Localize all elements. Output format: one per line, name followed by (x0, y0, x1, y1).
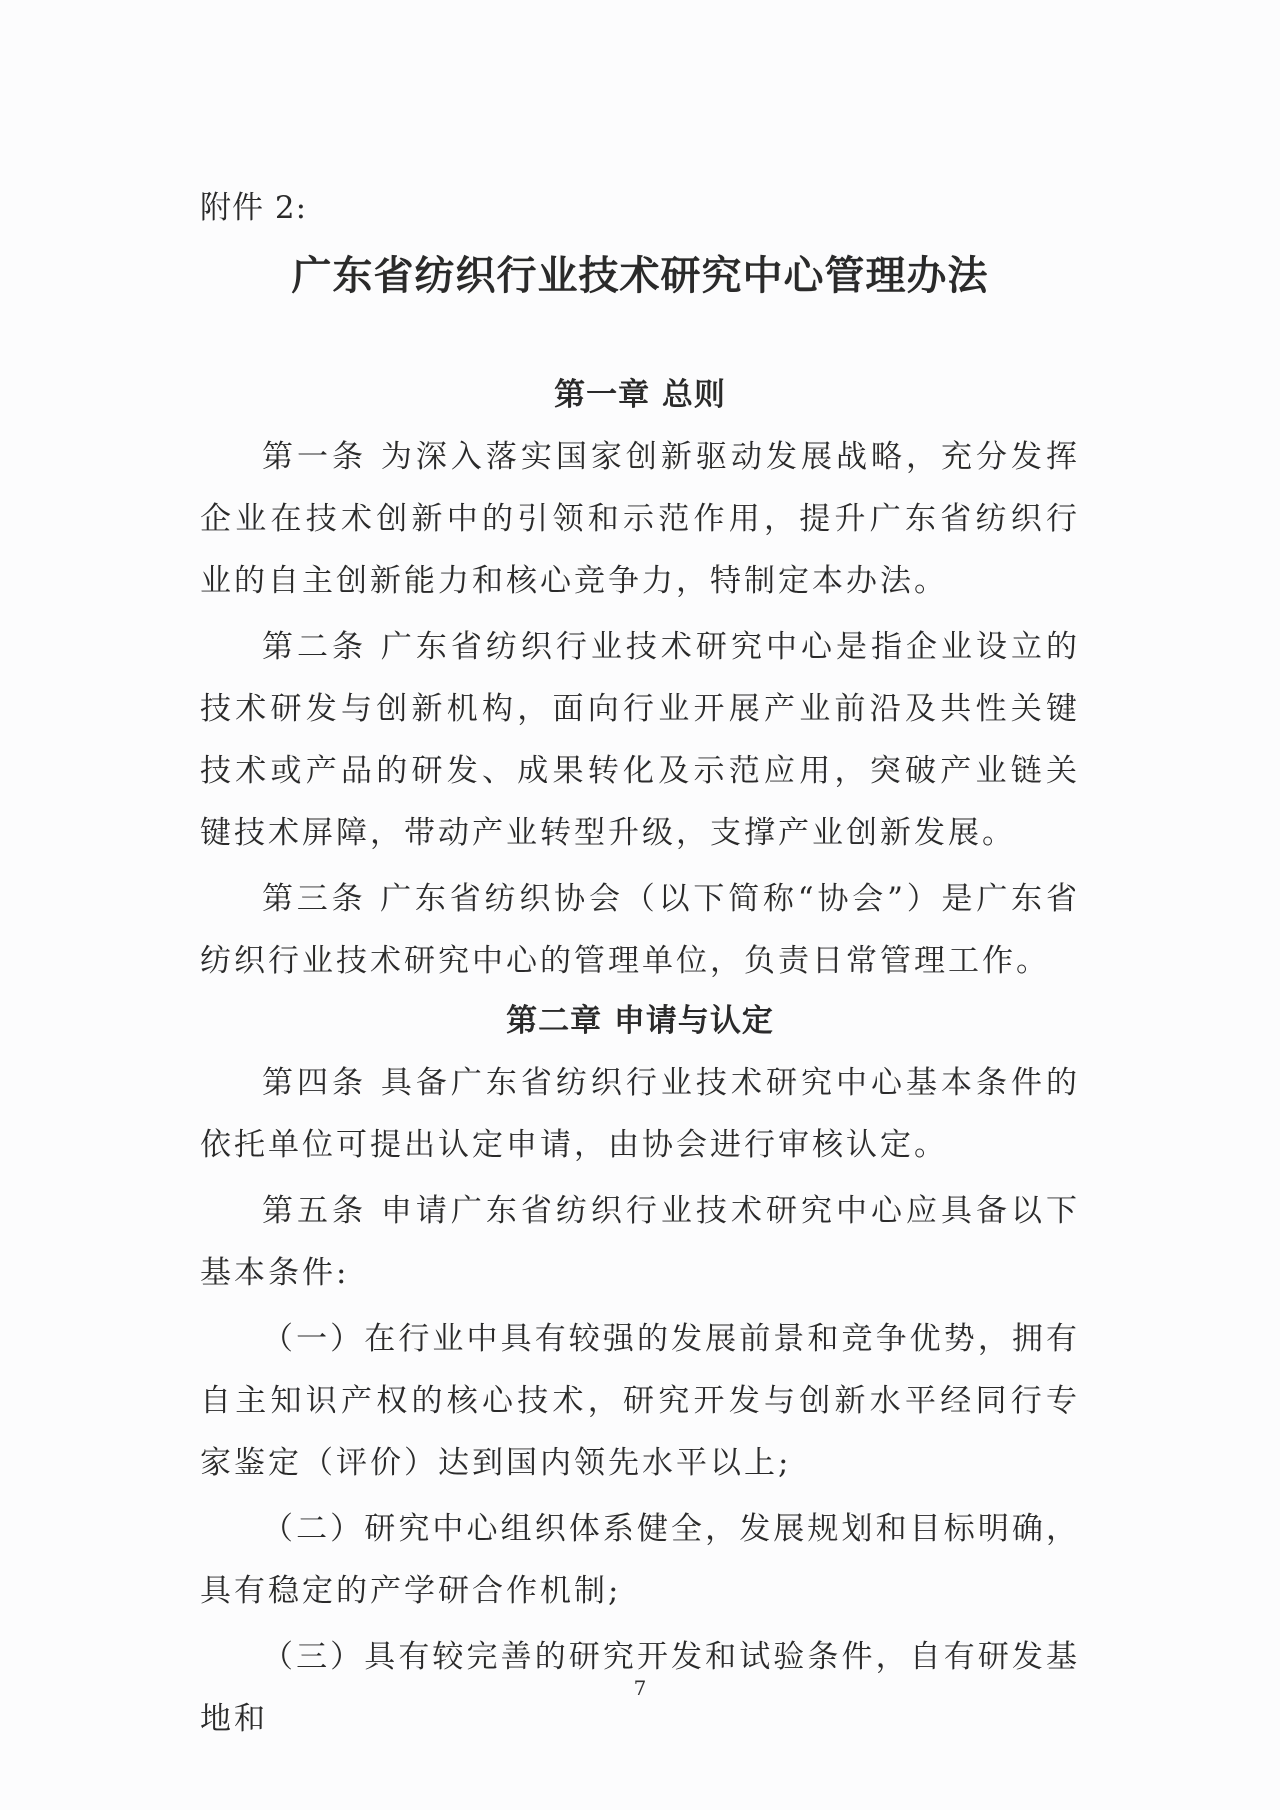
article-1: 第一条 为深入落实国家创新驱动发展战略，充分发挥企业在技术创新中的引领和示范作用，提升广东省纺织行业的自主创新能力和核心竞争力，特制定本办法。 (200, 439, 1080, 599)
document-title: 广东省纺织行业技术研究中心管理办法 (291, 253, 989, 299)
attachment-label: 附件 2: (200, 190, 308, 226)
chapter-heading-2: 第二章 申请与认定 (506, 1003, 774, 1039)
article-2: 第二条 广东省纺织行业技术研究中心是指企业设立的技术研发与创新机构，面向行业开展产业前沿及共性关键技术或产品的研发、成果转化及示范应用，突破产业链关键技术屏障，带动产业转型升级，支撑产业创新发展。 (200, 629, 1080, 851)
condition-item-3: （三）具有较完善的研究开发和试验条件，自有研发基地和 (200, 1639, 1080, 1737)
document-body (200, 188, 1080, 1750)
article-3: 第三条 广东省纺织协会（以下简称“协会”）是广东省纺织行业技术研究中心的管理单位，负责日常管理工作。 (200, 881, 1080, 979)
article-5: 第五条 申请广东省纺织行业技术研究中心应具备以下基本条件: (200, 1193, 1080, 1291)
chapter-heading-1: 第一章 总则 (554, 377, 726, 413)
article-4: 第四条 具备广东省纺织行业技术研究中心基本条件的依托单位可提出认定申请，由协会进行审核认定。 (200, 1065, 1080, 1163)
page-number: 7 (633, 1676, 647, 1700)
condition-item-2: （二）研究中心组织体系健全，发展规划和目标明确，具有稳定的产学研合作机制; (200, 1511, 1080, 1609)
condition-item-1: （一）在行业中具有较强的发展前景和竞争优势，拥有自主知识产权的核心技术，研究开发与创新水平经同行专家鉴定（评价）达到国内领先水平以上; (200, 1321, 1080, 1481)
